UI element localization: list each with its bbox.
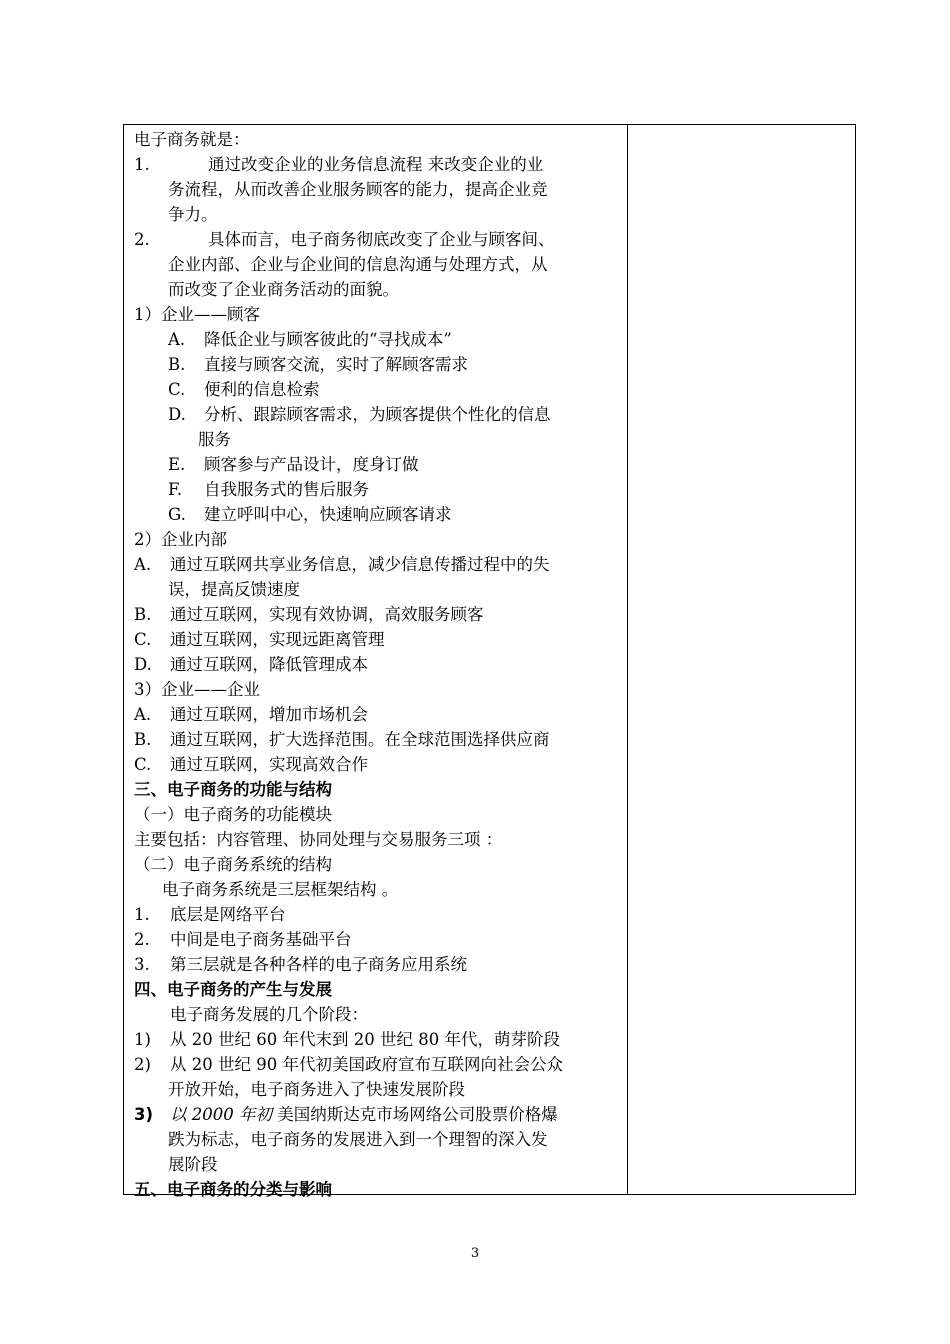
list-item: 1. 底层是网络平台	[134, 905, 286, 924]
list-item: 1. 通过改变企业的业务信息流程 来改变企业的业	[134, 155, 544, 174]
left-cell	[134, 127, 614, 1202]
list-item: G. 建立呼叫中心，快速响应顾客请求	[168, 505, 452, 524]
list-item: C. 通过互联网，实现高效合作	[134, 755, 368, 774]
list-item: B. 直接与顾客交流，实时了解顾客需求	[168, 355, 468, 374]
heading-4: 四、电子商务的产生与发展	[134, 980, 332, 999]
list-item: 1) 从 20 世纪 60 年代末到 20 世纪 80 年代，萌芽阶段	[134, 1030, 560, 1049]
list-item: D. 通过互联网，降低管理成本	[134, 655, 368, 674]
list-item: 2. 中间是电子商务基础平台	[134, 930, 352, 949]
list-item-continuation: 误，提高反馈速度	[168, 580, 300, 599]
list-item: B. 通过互联网，扩大选择范围。在全球范围选择供应商	[134, 730, 550, 749]
section-title: 1）企业——顾客	[134, 305, 260, 324]
section-title: 2）企业内部	[134, 530, 227, 549]
heading-5: 五、电子商务的分类与影响	[134, 1180, 332, 1199]
page-number: 3	[470, 1246, 480, 1261]
paragraph: 电子商务系统是三层框架结构 。	[162, 880, 399, 899]
list-item-continuation: 争力。	[168, 205, 218, 224]
subheading: （一）电子商务的功能模块	[134, 805, 332, 824]
list-item: C. 通过互联网，实现远距离管理	[134, 630, 385, 649]
list-item-continuation: 服务	[198, 430, 231, 449]
list-item: 2. 具体而言，电子商务彻底改变了企业与顾客间、	[134, 230, 555, 249]
list-item: C. 便利的信息检索	[168, 380, 320, 399]
list-item-continuation: 开放开始，电子商务进入了快速发展阶段	[168, 1080, 465, 1099]
list-item: A. 通过互联网共享业务信息，减少信息传播过程中的失	[134, 555, 550, 574]
list-item: E. 顾客参与产品设计，度身订做	[168, 455, 419, 474]
list-item: A. 降低企业与顾客彼此的“寻找成本”	[168, 330, 452, 349]
intro-line: 电子商务就是：	[134, 130, 250, 149]
list-item-continuation: 企业内部、企业与企业间的信息沟通与处理方式，从	[168, 255, 548, 274]
content-table	[123, 124, 856, 1199]
list-item: 2) 从 20 世纪 90 年代初美国政府宣布互联网向社会公众	[134, 1055, 563, 1074]
column-divider	[627, 125, 628, 1194]
list-item-continuation: 务流程，从而改善企业服务顾客的能力，提高企业竞	[168, 180, 548, 199]
list-item-continuation: 而改变了企业商务活动的面貌。	[168, 280, 399, 299]
section-title: 3）企业——企业	[134, 680, 260, 699]
list-item-continuation: 跌为标志，电子商务的发展进入到一个理智的深入发	[168, 1130, 548, 1149]
list-item: D. 分析、跟踪顾客需求，为顾客提供个性化的信息	[168, 405, 551, 424]
list-item: B. 通过互联网，实现有效协调，高效服务顾客	[134, 605, 484, 624]
list-item: 3. 第三层就是各种各样的电子商务应用系统	[134, 955, 467, 974]
paragraph: 电子商务发展的几个阶段：	[170, 1005, 368, 1024]
heading-3: 三、电子商务的功能与结构	[134, 780, 332, 799]
list-item: 3) 以 2000 年初 美国纳斯达克市场网络公司股票价格爆	[134, 1105, 558, 1124]
subheading: （二）电子商务系统的结构	[134, 855, 332, 874]
paragraph: 主要包括：内容管理、协同处理与交易服务三项 ：	[134, 830, 503, 849]
list-item: A. 通过互联网，增加市场机会	[134, 705, 368, 724]
list-item: F. 自我服务式的售后服务	[168, 480, 369, 499]
list-item-continuation: 展阶段	[168, 1155, 218, 1174]
